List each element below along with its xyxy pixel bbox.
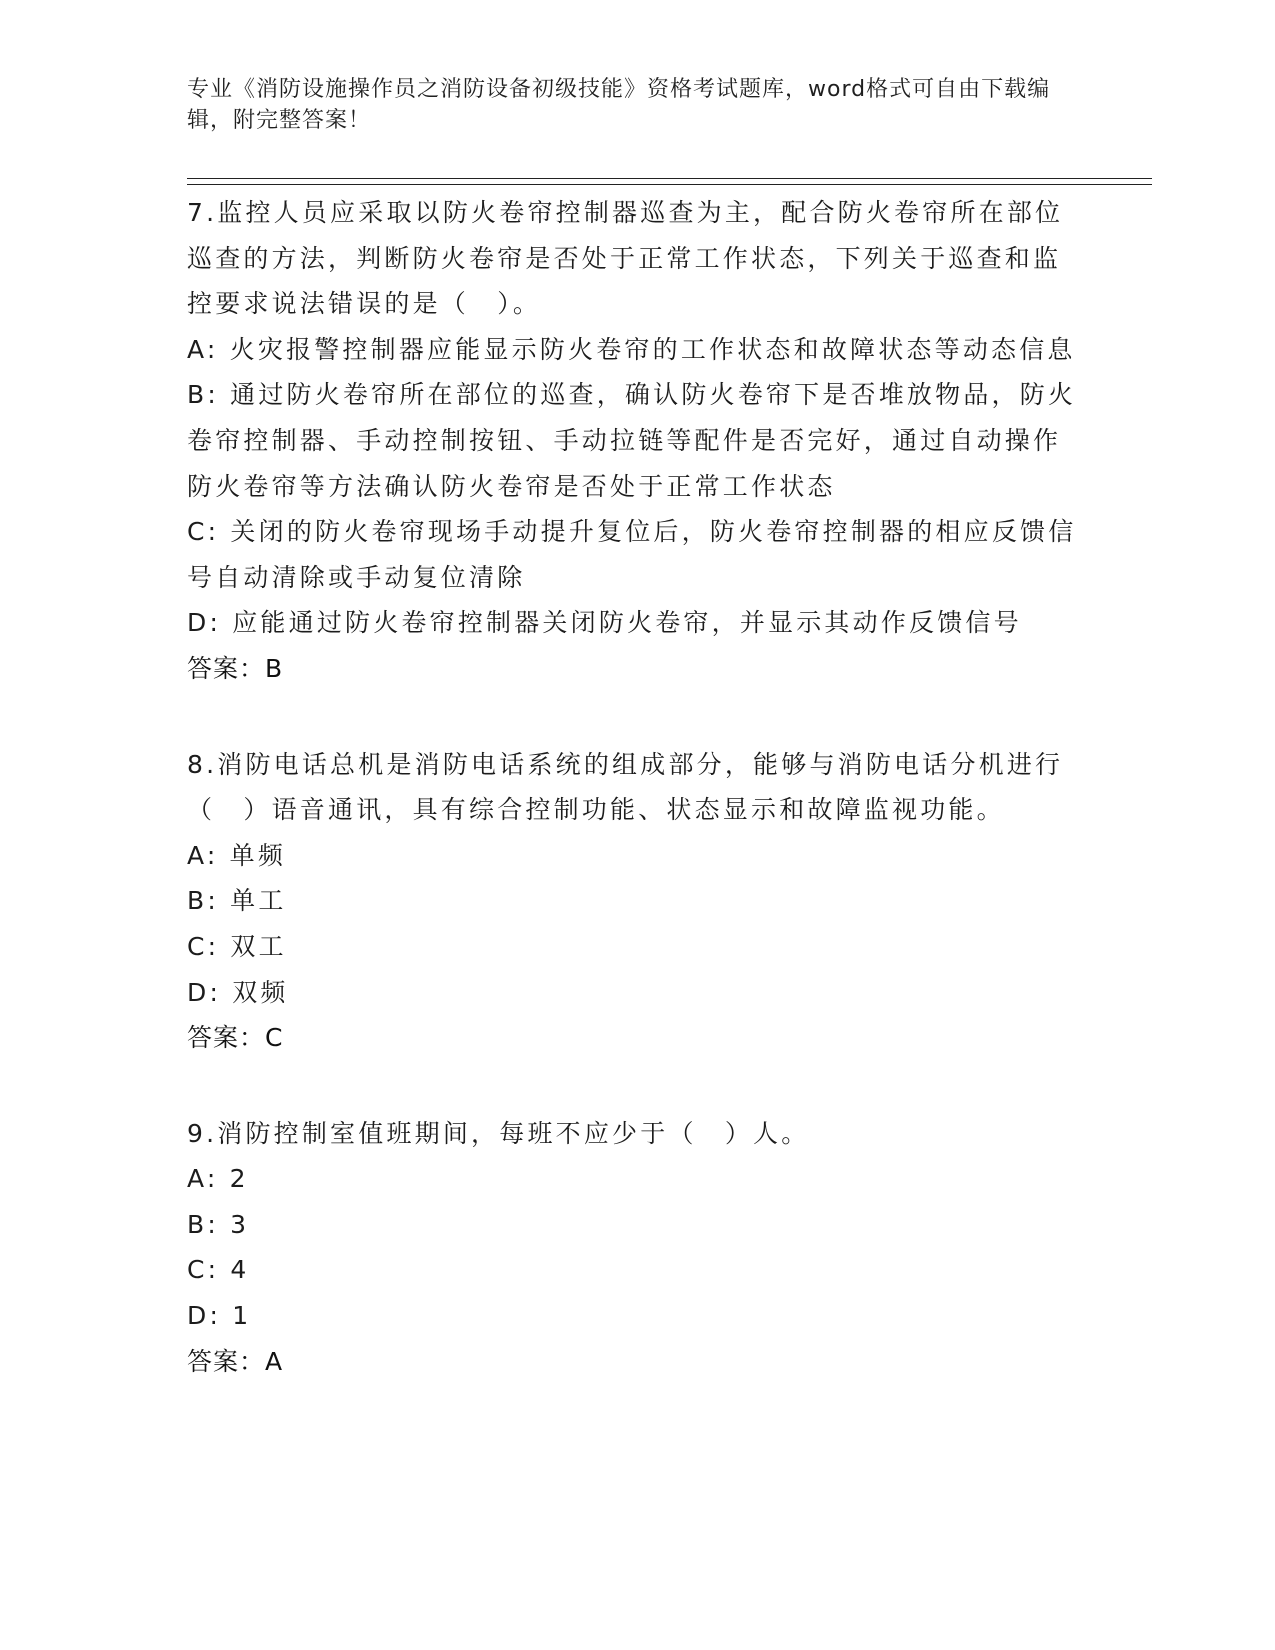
- header-divider-bottom: [187, 184, 1152, 185]
- option-c: C: 双工: [187, 931, 287, 961]
- question-stem: 8.消防电话总机是消防电话系统的组成部分，能够与消防电话分机进行（ ）语音通讯，具有综合控制功能、状态显示和故障监视功能。: [187, 749, 1064, 825]
- question-list: [187, 190, 1087, 1434]
- answer-label: 答案：A: [187, 1346, 284, 1376]
- option-d: D: 1: [187, 1301, 252, 1331]
- option-c: C: 关闭的防火卷帘现场手动提升复位后，防火卷帘控制器的相应反馈信号自动清除或手动复位清除: [187, 517, 1077, 592]
- option-b: B: 3: [187, 1209, 250, 1239]
- question-stem: 7.监控人员应采取以防火卷帘控制器巡查为主，配合防火卷帘所在部位巡查的方法，判断防火卷帘是否处于正常工作状态，下列关于巡查和监控要求说法错误的是（ ）。: [187, 198, 1064, 319]
- question-9: [187, 1111, 1087, 1385]
- question-8: [187, 742, 1087, 1061]
- answer-label: 答案：B: [187, 653, 284, 683]
- option-a: A: 2: [187, 1164, 249, 1194]
- option-b: B: 单工: [187, 886, 287, 916]
- question-7: [187, 190, 1087, 692]
- option-b: B: 通过防火卷帘所在部位的巡查，确认防火卷帘下是否堆放物品，防火卷帘控制器、手动控制按钮、手动拉链等配件是否完好，通过自动操作防火卷帘等方法确认防火卷帘是否处于正常工作状态: [187, 380, 1077, 501]
- option-a: A: 单频: [187, 840, 287, 870]
- header-divider-top: [187, 178, 1152, 179]
- answer-label: 答案：C: [187, 1023, 284, 1053]
- option-d: D: 双频: [187, 977, 289, 1007]
- document-header: 专业《消防设施操作员之消防设备初级技能》资格考试题库，word格式可自由下载编辑，附完整答案！: [187, 77, 1051, 133]
- option-d: D: 应能通过防火卷帘控制器关闭防火卷帘，并显示其动作反馈信号: [187, 608, 1022, 638]
- option-c: C: 4: [187, 1255, 250, 1285]
- option-a: A: 火灾报警控制器应能显示防火卷帘的工作状态和故障状态等动态信息: [187, 334, 1076, 364]
- question-stem: 9.消防控制室值班期间，每班不应少于（ ）人。: [187, 1118, 810, 1148]
